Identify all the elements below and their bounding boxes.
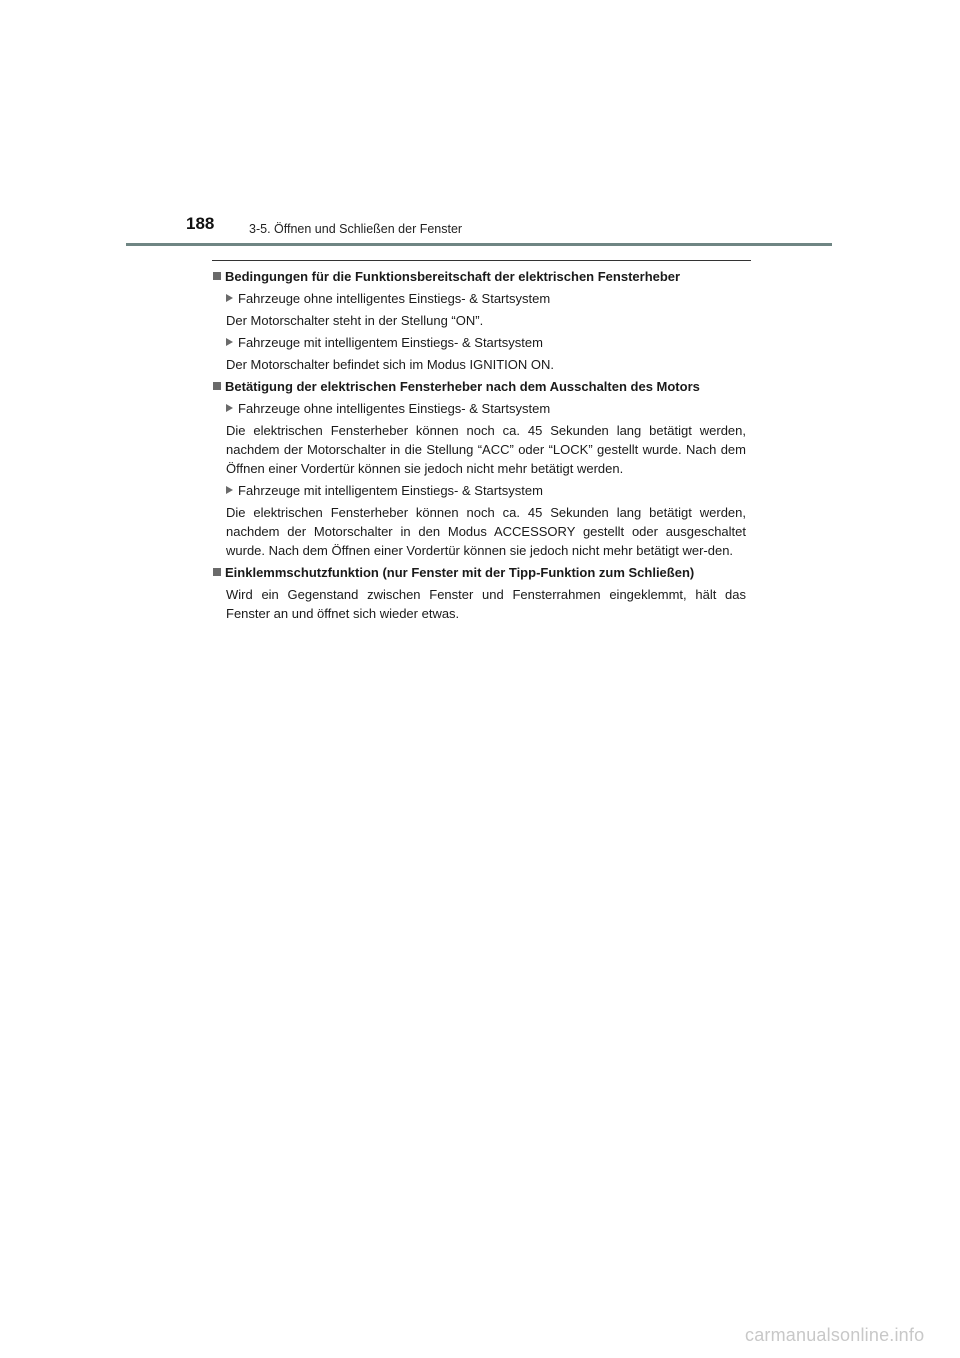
body-paragraph: Die elektrischen Fensterheber können noch ca. 45 Sekunden lang betätigt werden, nachdem der Motorschalter in die Stellung “ACC” oder “LOCK” gestellt wurde. Nach dem Öffnen einer Vordertür können sie jedoch nicht mehr betätigt werden. xyxy=(226,423,746,476)
bullet-text: Fahrzeuge ohne intelligentes Einstiegs- & Startsystem xyxy=(238,401,551,416)
watermark: carmanualsonline.info xyxy=(745,1325,925,1345)
chapter-title: 3-5. Öffnen und Schließen der Fenster xyxy=(249,222,463,236)
section-heading-text: Bedingungen für die Funktionsbereitschaft der elektrischen Fensterheber xyxy=(225,269,681,284)
body-paragraph: Der Motorschalter steht in der Stellung “ON”. xyxy=(226,313,484,328)
page-header xyxy=(0,0,960,250)
triangle-bullet-icon xyxy=(226,338,233,346)
bullet-item xyxy=(212,289,746,308)
bullet-text: Fahrzeuge ohne intelligentes Einstiegs- & Startsystem xyxy=(238,291,551,306)
section-heading xyxy=(212,377,746,396)
triangle-bullet-icon xyxy=(226,294,233,302)
square-bullet-icon xyxy=(213,382,221,390)
section-after-engine-off xyxy=(212,377,746,560)
section-conditions xyxy=(212,267,746,374)
bullet-item xyxy=(212,481,746,500)
section-heading xyxy=(212,563,746,582)
bullet-text: Fahrzeuge mit intelligentem Einstiegs- & Startsystem xyxy=(238,335,543,350)
triangle-bullet-icon xyxy=(226,404,233,412)
triangle-bullet-icon xyxy=(226,486,233,494)
body-paragraph: Der Motorschalter befindet sich im Modus IGNITION ON. xyxy=(226,357,554,372)
bullet-item xyxy=(212,333,746,352)
section-jam-protection xyxy=(212,563,746,623)
manual-content xyxy=(212,267,746,626)
page-number: 188 xyxy=(186,214,215,233)
section-heading xyxy=(212,267,746,286)
header-divider xyxy=(126,243,832,246)
body-paragraph: Wird ein Gegenstand zwischen Fenster und Fensterrahmen eingeklemmt, hält das Fenster an und öffnet sich wieder etwas. xyxy=(226,587,746,621)
body-paragraph: Die elektrischen Fensterheber können noch ca. 45 Sekunden lang betätigt werden, nachdem der Motorschalter in den Modus ACCESSORY gestellt oder ausgeschaltet wurde. Nach dem Öffnen einer Vordertür können sie jedoch nicht mehr betätigt wer-den. xyxy=(226,505,746,558)
square-bullet-icon xyxy=(213,568,221,576)
square-bullet-icon xyxy=(213,272,221,280)
section-heading-text: Einklemmschutzfunktion (nur Fenster mit der Tipp-Funktion zum Schließen) xyxy=(225,565,695,580)
section-heading-text: Betätigung der elektrischen Fensterheber nach dem Ausschalten des Motors xyxy=(225,379,700,394)
section-divider xyxy=(212,260,751,261)
bullet-text: Fahrzeuge mit intelligentem Einstiegs- & Startsystem xyxy=(238,483,543,498)
bullet-item xyxy=(212,399,746,418)
